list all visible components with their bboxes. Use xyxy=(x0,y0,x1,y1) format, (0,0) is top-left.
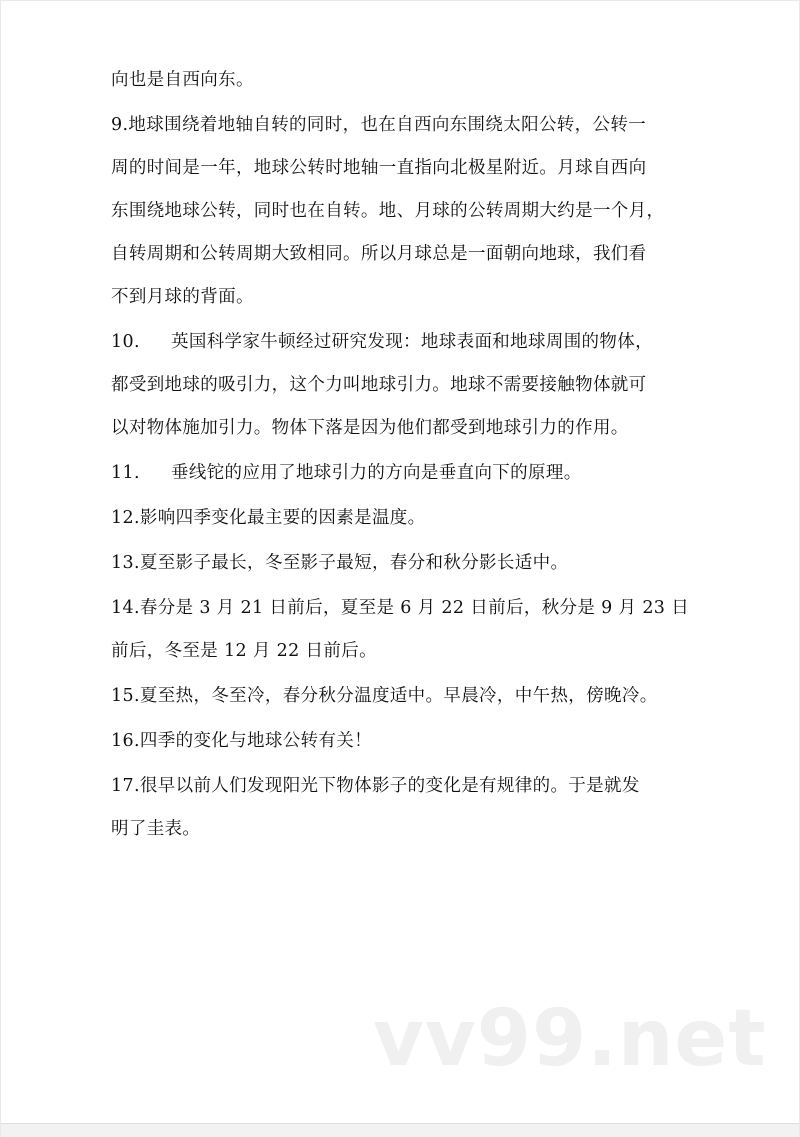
text-line xyxy=(111,808,701,851)
text-line xyxy=(111,276,701,319)
line-text: 向也是自西向东。 xyxy=(111,70,254,90)
line-text: 夏至热，冬至冷，春分秋分温度适中。早晨冷，中午热，傍晚冷。 xyxy=(139,686,658,706)
item-number: 12. xyxy=(111,508,140,528)
item-number: 16. xyxy=(111,731,140,751)
list-item-9 xyxy=(111,104,701,147)
list-item-11 xyxy=(111,452,701,495)
text-line xyxy=(111,407,701,450)
line-text: 影响四季变化最主要的因素是温度。 xyxy=(139,508,426,528)
text-line xyxy=(111,630,701,673)
line-text: 周的时间是一年，地球公转时地轴一直指向北极星附近。月球自西向 xyxy=(111,158,647,178)
watermark: vv99.net xyxy=(373,994,767,1084)
line-text: 春分是 3 月 21 日前后，夏至是 6 月 22 日前后，秋分是 9 月 23 日 xyxy=(139,598,690,618)
list-item-13 xyxy=(111,542,701,585)
document-body xyxy=(111,59,701,851)
page-bottom-edge xyxy=(1,1123,799,1137)
line-text: 夏至影子最长，冬至影子最短，春分和秋分影长适中。 xyxy=(139,553,569,573)
line-text: 以对物体施加引力。物体下落是因为他们都受到地球引力的作用。 xyxy=(111,418,629,438)
line-text: 都受到地球的吸引力，这个力叫地球引力。地球不需要接触物体就可 xyxy=(111,375,647,395)
item-number: 15. xyxy=(111,686,140,706)
list-item-16 xyxy=(111,720,701,763)
list-item-10 xyxy=(111,321,701,364)
line-text: 自转周期和公转周期大致相同。所以月球总是一面朝向地球，我们看 xyxy=(111,244,647,264)
list-item-15 xyxy=(111,675,701,718)
item-number: 13. xyxy=(111,553,140,573)
item-number: 11. xyxy=(111,463,140,483)
line-text: 很早以前人们发现阳光下物体影子的变化是有规律的。于是就发 xyxy=(139,776,640,796)
line-text: 东围绕地球公转，同时也在自转。地、月球的公转周期大约是一个月， xyxy=(111,201,665,221)
line-text: 地球围绕着地轴自转的同时，也在自西向东围绕太阳公转，公转一 xyxy=(128,115,647,135)
line-text: 不到月球的背面。 xyxy=(111,287,254,307)
item-number: 17. xyxy=(111,776,140,796)
list-item-12 xyxy=(111,497,701,540)
line-text: 四季的变化与地球公转有关！ xyxy=(139,731,372,751)
text-line xyxy=(111,59,701,102)
line-text: 前后，冬至是 12 月 22 日前后。 xyxy=(111,641,377,661)
list-item-14 xyxy=(111,587,701,630)
item-number: 14. xyxy=(111,598,140,618)
line-text: 明了圭表。 xyxy=(111,819,201,839)
text-line xyxy=(111,147,701,190)
line-text: 英国科学家牛顿经过研究发现：地球表面和地球周围的物体， xyxy=(171,332,653,352)
line-text: 垂线铊的应用了地球引力的方向是垂直向下的原理。 xyxy=(171,463,582,483)
text-line xyxy=(111,190,701,233)
item-number: 9. xyxy=(111,115,129,135)
text-line xyxy=(111,233,701,276)
text-line xyxy=(111,364,701,407)
item-number: 10. xyxy=(111,332,140,352)
list-item-17 xyxy=(111,765,701,808)
